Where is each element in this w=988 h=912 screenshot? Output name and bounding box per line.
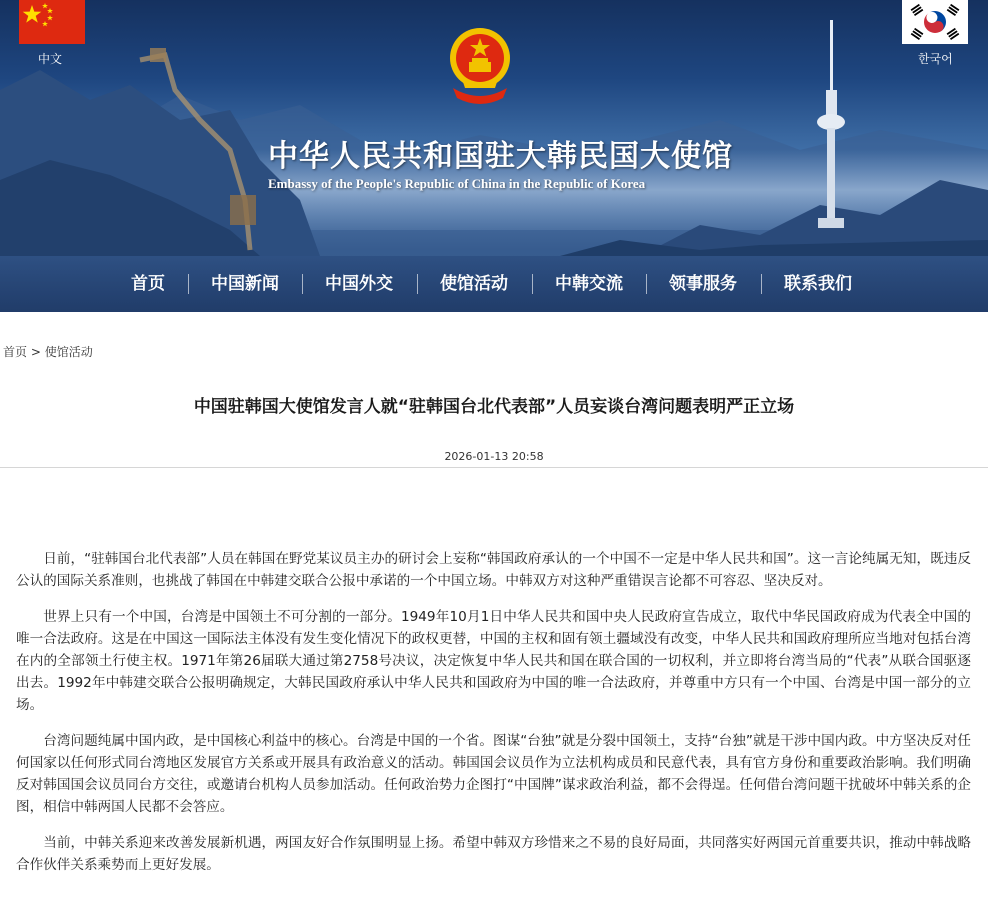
article-title: 中国驻韩国大使馆发言人就“驻韩国台北代表部”人员妄谈台湾问题表明严正立场 bbox=[193, 397, 795, 417]
nav-separator bbox=[532, 274, 533, 294]
nav-separator bbox=[417, 274, 418, 294]
nav-item-consular-services[interactable]: 领事服务 bbox=[669, 274, 737, 294]
article-paragraph: 当前，中韩关系迎来改善发展新机遇，两国友好合作氛围明显上扬。希望中韩双方珍惜来之不易的良好局面，共同落实好两国元首重要共识，推动中韩战略合作伙伴关系乘势而上更好发展。 bbox=[16, 835, 971, 873]
nav-item-home[interactable]: 首页 bbox=[131, 274, 165, 294]
national-emblem-icon bbox=[449, 22, 511, 108]
article-date: 2026-01-13 20:58 bbox=[444, 450, 544, 463]
breadcrumb-separator: > bbox=[30, 345, 41, 359]
article-paragraph: 台湾问题纯属中国内政，是中国核心利益中的核心。台湾是中国的一个省。图谋“台独”就是分裂中国领土，支持“台独”就是干涉中国内政。中方坚决反对任何国家以任何形式同台湾地区发展官方关系或开展具有政治意义的活动。韩国国会议员作为立法机构成员和民意代表，具有官方身份和重要政治影响。我们明确反对韩国国会议员同台方交往，或邀请台机构人员参加活动。任何政治势力企图打“中国牌”谋求政治利益，都不会得逞。任何借台湾问题干扰破坏中韩关系的企图，相信中韩两国人民都不会答应。 bbox=[16, 733, 971, 815]
nav-item-embassy-activities[interactable]: 使馆活动 bbox=[440, 274, 508, 294]
title-divider bbox=[0, 467, 988, 468]
article-body bbox=[16, 548, 971, 890]
embassy-title-english: Embassy of the People's Republic of China in the Republic of Korea bbox=[268, 176, 646, 191]
nav-item-contact-us[interactable]: 联系我们 bbox=[784, 274, 852, 294]
embassy-title-chinese: 中华人民共和国驻大韩民国大使馆 bbox=[268, 139, 733, 174]
article-paragraph: 日前，“驻韩国台北代表部”人员在韩国在野党某议员主办的研讨会上妄称“韩国政府承认的一个中国不一定是中华人民共和国”。这一言论纯属无知，既违反公认的国际关系准则，也挑战了韩国在中韩建交联合公报中承诺的一个中国立场。中韩双方对这种严重错误言论都不可容忍、坚决反对。 bbox=[16, 551, 971, 589]
nav-separator bbox=[302, 274, 303, 294]
breadcrumb bbox=[3, 343, 93, 360]
breadcrumb-current-link[interactable]: 使馆活动 bbox=[44, 345, 93, 359]
main-navigation bbox=[0, 256, 988, 312]
nav-item-china-news[interactable]: 中国新闻 bbox=[211, 274, 279, 294]
nav-separator bbox=[761, 274, 762, 294]
china-flag-icon[interactable] bbox=[19, 0, 85, 44]
nav-item-china-korea-exchange[interactable]: 中韩交流 bbox=[555, 274, 623, 294]
language-korean-link[interactable]: 한국어 bbox=[918, 52, 953, 66]
nav-separator bbox=[646, 274, 647, 294]
nav-separator bbox=[188, 274, 189, 294]
article-paragraph: 世界上只有一个中国，台湾是中国领土不可分割的一部分。1949年10月1日中华人民共和国中央人民政府宣告成立，取代中华民国政府成为代表全中国的唯一合法政府。这是在中国这一国际法主体没有发生变化情况下的政权更替，中国的主权和固有领土疆域没有改变，中华人民共和国政府理所应当地对包括台湾在内的全部领土行使主权。1971年第26届联大通过第2758号决议，决定恢复中华人民共和国在联合国的一切权利，并立即将台湾当局的“代表”从联合国驱逐出去。1992年中韩建交联合公报明确规定，大韩民国政府承认中华人民共和国政府为中国的唯一合法政府，并尊重中方只有一个中国、台湾是中国一部分的立场。 bbox=[16, 609, 971, 713]
breadcrumb-home-link[interactable]: 首页 bbox=[3, 345, 28, 359]
language-chinese-link[interactable]: 中文 bbox=[38, 52, 63, 66]
header-banner bbox=[0, 0, 988, 312]
nav-item-china-diplomacy[interactable]: 中国外交 bbox=[325, 274, 393, 294]
korea-flag-icon[interactable] bbox=[902, 0, 968, 44]
